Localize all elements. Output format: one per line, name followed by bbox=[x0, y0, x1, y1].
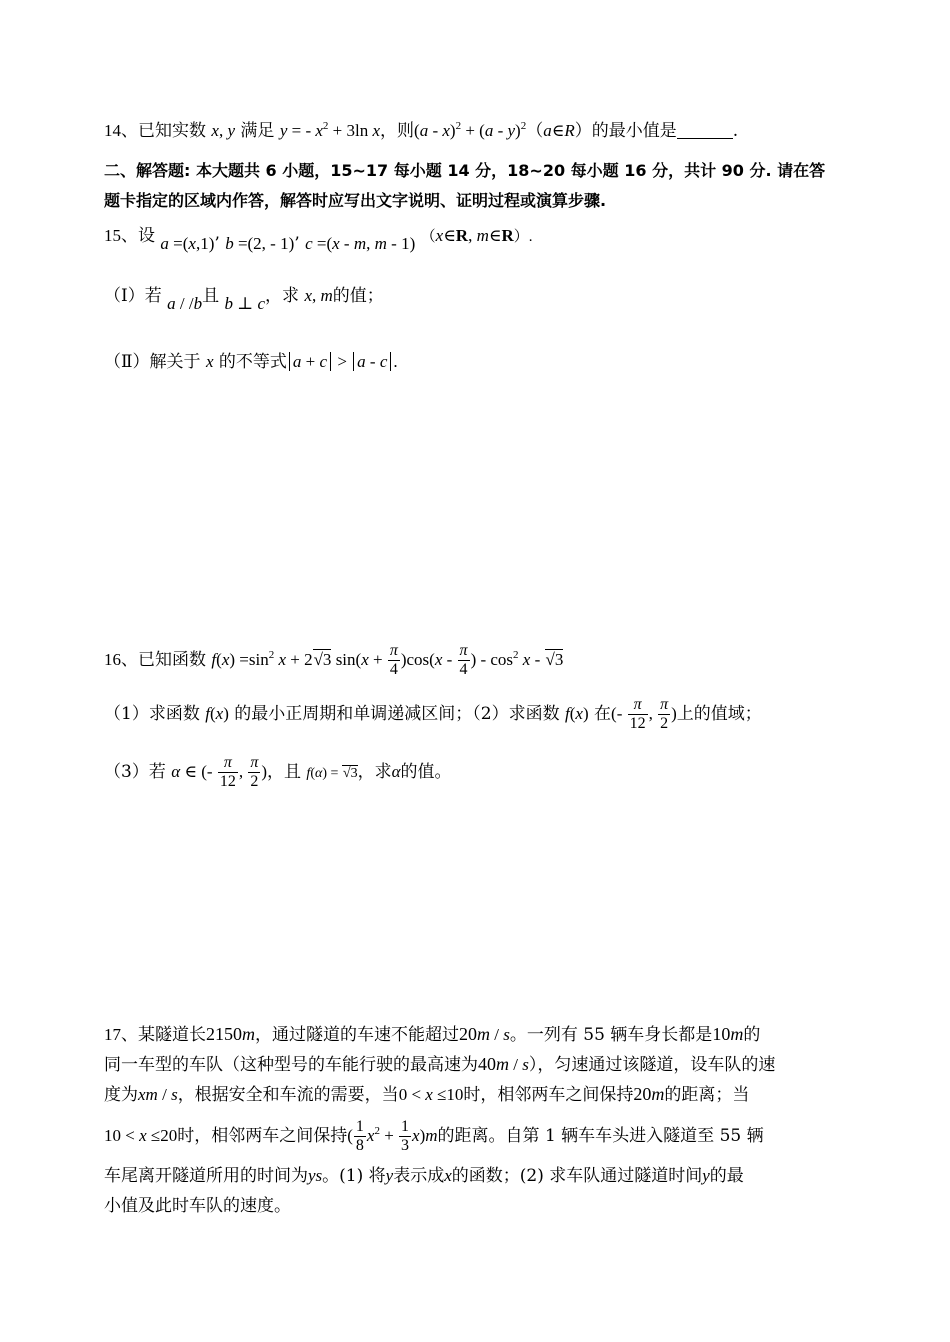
question-15-part-2: （Ⅱ）解关于 x 的不等式 a + c > a - c . bbox=[104, 352, 398, 372]
question-17-line-4: 10 < x ≤20时，相邻两车之间保持( $\frac{1}{8}$ $x^2$ + $\frac{1}{3}$ x)m的距离。自第 1 辆车车头进入隧道至 55 辆 bbox=[104, 1118, 764, 1154]
abs-a-plus-c: a + c bbox=[289, 352, 331, 371]
question-15: 15、设 a =(x,1)’ b =(2, - 1)’ c =(x - m, m - 1) （x∈R, m∈R）. bbox=[104, 226, 533, 254]
fraction-pi-over-4-b: $\frac{\pi}{4}$ bbox=[459, 642, 468, 678]
section-heading-line-2: 题卡指定的区域内作答，解答时应写出文字说明、证明过程或演算步骤. bbox=[104, 191, 607, 210]
fraction-pi-over-4: $\frac{\pi}{4}$ bbox=[389, 642, 398, 678]
abs-a-minus-c: a - c bbox=[353, 352, 391, 371]
fraction-pi-over-12: $\frac{\pi}{12}$ bbox=[629, 696, 646, 732]
question-17-line-6: 小值及此时车队的速度。 bbox=[104, 1196, 291, 1216]
question-16: 16、已知函数 $f(x) =\sin^2$ x + 2√3 sin(x + $\frac{\pi}{4}$ )cos(x - $\frac{\pi}{4}$ ) - $\cos^2 x - √3$ bbox=[104, 642, 564, 678]
vector-defs: a =(x,1)’ b =(2, - 1)’ c =(x - m, m - 1) bbox=[160, 234, 416, 254]
fraction-1-over-8: $\frac{1}{8}$ bbox=[355, 1118, 364, 1154]
answer-blank bbox=[677, 122, 733, 139]
math-equation: y bbox=[279, 121, 288, 140]
question-17-line-2: 同一车型的车队（这种型号的车能行驶的最高速为40m / s），匀速通过该隧道，设车队的速 bbox=[104, 1054, 776, 1075]
question-14: 14、已知实数 x, y 满足 y = - $x^2 + 3\ln$ x，则(a - x)$^2$ + (a - y)$^2$（a∈R）的最小值是 . bbox=[104, 120, 739, 141]
fraction-1-over-3: $\frac{1}{3}$ bbox=[401, 1118, 410, 1154]
fraction-pi-over-2-b: $\frac{\pi}{2}$ bbox=[250, 754, 259, 790]
question-17-line-3: 度为xm / s，根据安全和车流的需要，当0 < x ≤10时，相邻两车之间保持20m的距离；当 bbox=[104, 1084, 750, 1105]
fraction-pi-over-2: $\frac{\pi}{2}$ bbox=[660, 696, 669, 732]
question-16-part-3: （3）若 α ∈ (- $\frac{\pi}{12}$ , $\frac{\pi}{2}$ )，且 f(α) = √3，求α的值。 bbox=[104, 754, 452, 790]
question-17-line-1: 17、某隧道长2150m，通过隧道的车速不能超过20m / s。一列有 55 辆车身长都是10m的 bbox=[104, 1024, 761, 1045]
section-heading-line-1: 二、解答题: 本大题共 6 小题，15~17 每小题 14 分，18~20 每小题 16 分，共计 90 分. 请在答 bbox=[104, 161, 826, 180]
fraction-pi-over-12-b: $\frac{\pi}{12}$ bbox=[219, 754, 236, 790]
question-17-line-5: 车尾离开隧道所用的时间为ys。(1) 将y表示成x的函数；(2) 求车队通过隧道时间y的最 bbox=[104, 1166, 744, 1186]
question-15-part-1: （Ⅰ）若 a / /b且 b ⊥ c，求 x, m的值； bbox=[104, 286, 384, 313]
math-xy: x bbox=[211, 121, 219, 140]
question-16-parts-1-2: （1）求函数 f(x) 的最小正周期和单调递减区间；（2）求函数 f(x) 在(- $\frac{\pi}{12}$ , $\frac{\pi}{2}$ )上的值域； bbox=[104, 696, 762, 732]
